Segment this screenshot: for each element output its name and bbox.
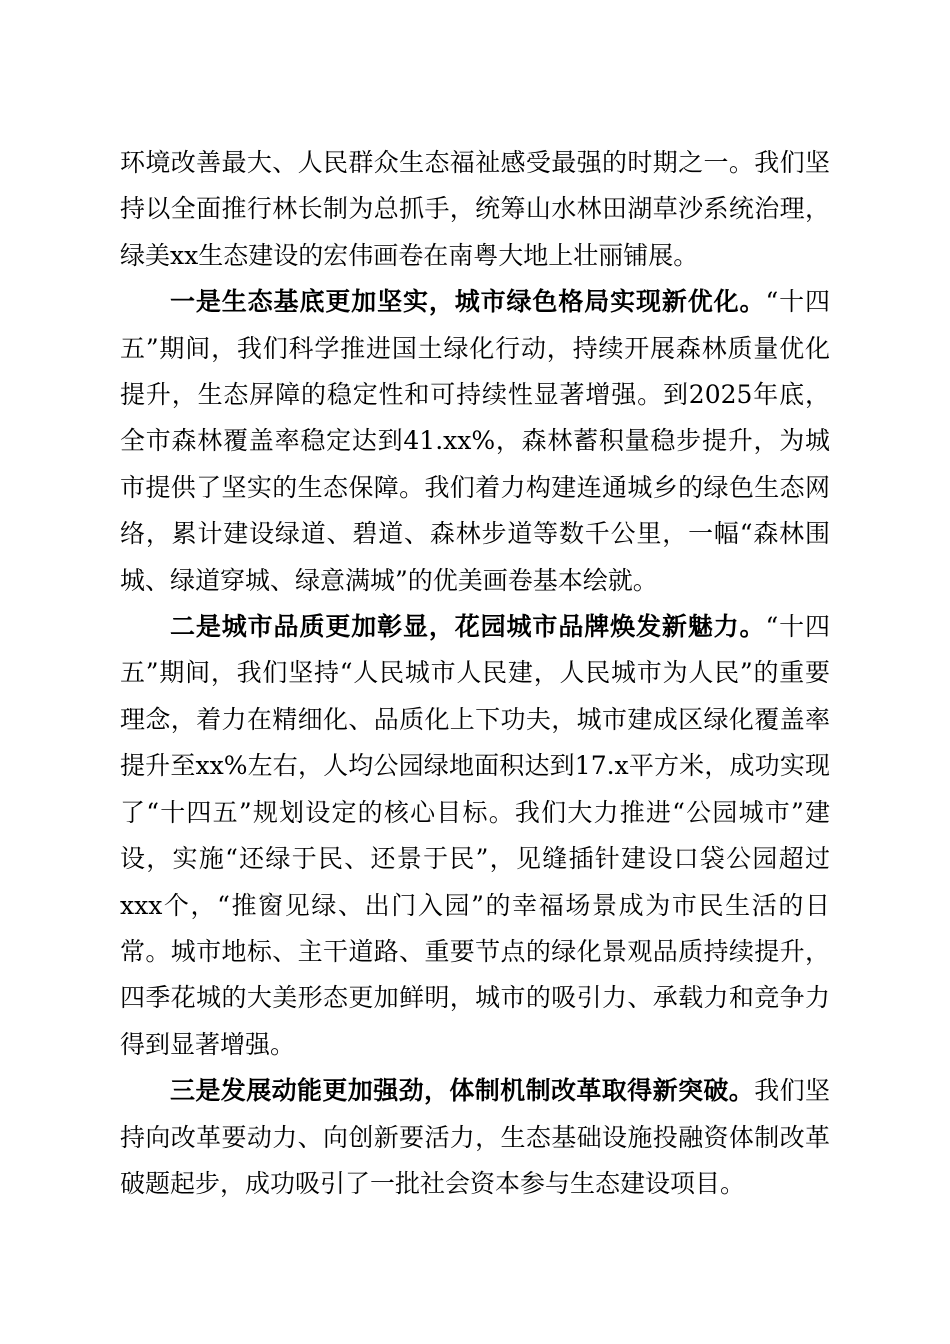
paragraph-lead-heading: 一是生态基底更加坚实，城市绿色格局实现新优化。 [170,287,766,317]
document-body [120,140,830,1207]
paragraph-text: 我们坚持向改革要动力、向创新要活力，生态基础设施投融资体制改革破题起步，成功吸引了一批社会资本参与生态建设项目。 [120,1076,830,1198]
paragraph-reform-momentum [120,1068,830,1207]
paragraph-text: “十四五”期间，我们坚持“人民城市人民建，人民城市为人民”的重要理念，着力在精细化、品质化上下功夫，城市建成区绿化覆盖率提升至xx%左右，人均公园绿地面积达到17.x平方米，成功实现了“十四五”规划设定的核心目标。我们大力推进“公园城市”建设，实施“还绿于民、还景于民”，见缝插针建设口袋公园超过xxx个，“推窗见绿、出门入园”的幸福场景成为市民生活的日常。城市地标、主干道路、重要节点的绿化景观品质持续提升，四季花城的大美形态更加鲜明，城市的吸引力、承载力和竞争力得到显著增强。 [120,612,830,1059]
paragraph-text: 环境改善最大、人民群众生态福祉感受最强的时期之一。我们坚持以全面推行林长制为总抓手，统筹山水林田湖草沙系统治理，绿美xx生态建设的宏伟画卷在南粤大地上壮丽铺展。 [120,148,830,270]
paragraph-text: “十四五”期间，我们科学推进国土绿化行动，持续开展森林质量优化提升，生态屏障的稳定性和可持续性显著增强。到2025年底，全市森林覆盖率稳定达到41.xx%，森林蓄积量稳步提升，为城市提供了坚实的生态保障。我们着力构建连通城乡的绿色生态网络，累计建设绿道、碧道、森林步道等数千公里，一幅“森林围城、绿道穿城、绿意满城”的优美画卷基本绘就。 [120,287,830,595]
paragraph-ecology-foundation [120,279,830,604]
paragraph-lead-heading: 二是城市品质更加彰显，花园城市品牌焕发新魅力。 [170,612,766,642]
paragraph-continuation [120,140,830,279]
paragraph-city-quality [120,604,830,1068]
paragraph-lead-heading: 三是发展动能更加强劲，体制机制改革取得新突破。 [170,1076,755,1106]
